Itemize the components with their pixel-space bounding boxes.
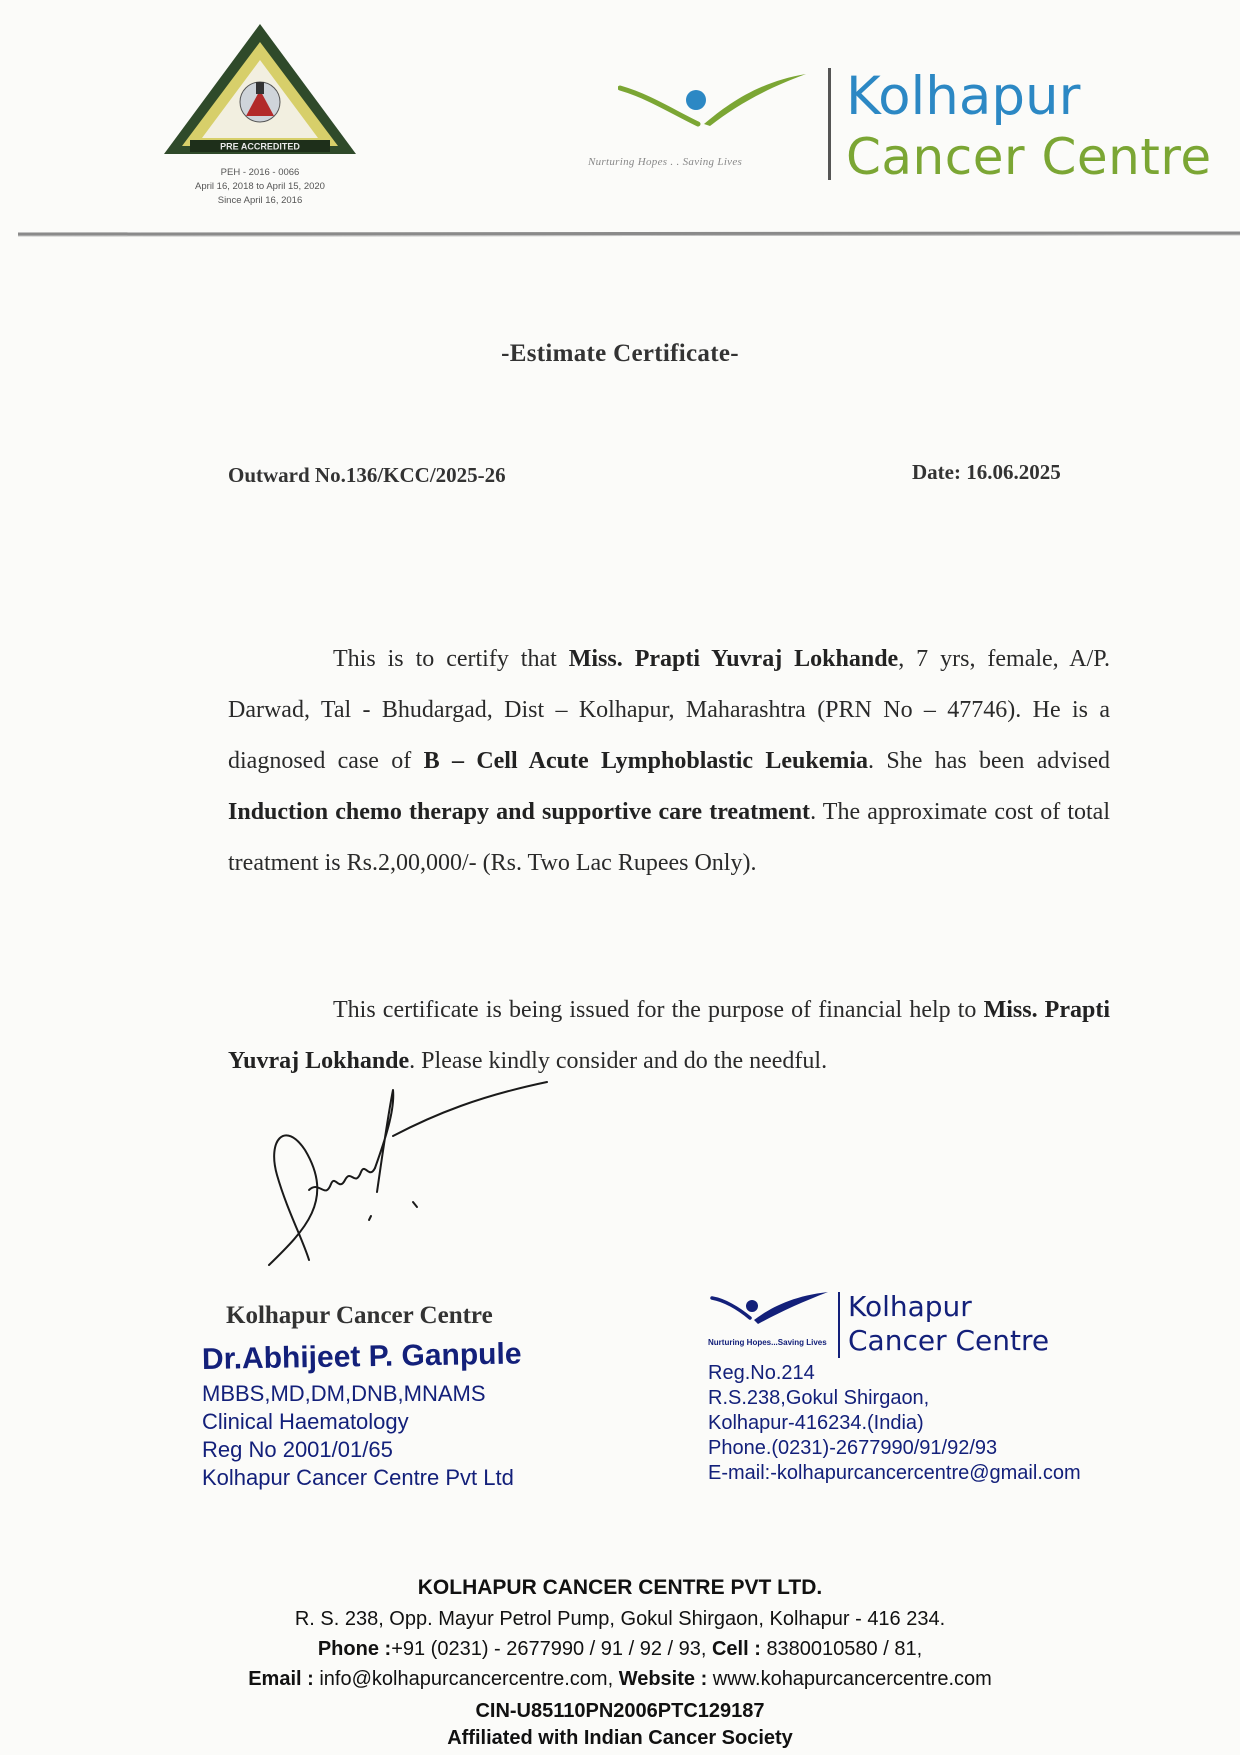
patient-name: Miss. Prapti Yuvraj Lokhande: [568, 646, 899, 672]
para-text: . Please kindly consider and do the needful.: [409, 1048, 828, 1074]
stamp-address-line2: Kolhapur-416234.(India): [708, 1412, 924, 1434]
doctor-qualifications: MBBS,MD,DM,DNB,MNAMS: [202, 1381, 486, 1406]
stamp-divider: [838, 1292, 840, 1358]
signatory-organisation: Kolhapur Cancer Centre: [226, 1302, 493, 1329]
website-label: Website :: [618, 1668, 713, 1690]
para-text: . The approximate cost of total treatment is Rs.2,00,000/- (Rs. Two Lac Rupees Only).: [228, 799, 1111, 876]
website-url: www.kohapurcancercentre.com: [712, 1668, 992, 1690]
seal-code: PEH - 2016 - 0066: [220, 167, 300, 178]
footer-contact-line: [0, 1668, 1240, 1691]
logo-title-line1: Kolhapur: [846, 66, 1081, 127]
logo-title-line2: Cancer Centre: [846, 128, 1212, 186]
stamp-address-line1: R.S.238,Gokul Shirgaon,: [708, 1387, 930, 1409]
certificate-paragraph: [228, 634, 1110, 889]
stamp-logo-icon: [710, 1290, 830, 1328]
footer-cin: CIN-U85110PN2006PTC129187: [475, 1700, 765, 1722]
email-address: info@kolhapurcancercentre.com,: [319, 1668, 619, 1690]
cell-number: 8380010580 / 81,: [766, 1638, 923, 1660]
para-text: This certificate is being issued for the purpose of financial help to: [333, 997, 984, 1023]
seal-since: Since April 16, 2016: [217, 195, 303, 206]
doctor-specialty: Clinical Haematology: [202, 1409, 409, 1434]
handwritten-signature: [265, 1080, 550, 1275]
logo-divider: [828, 68, 831, 180]
seal-caption: [150, 166, 370, 208]
footer-affiliation: Affiliated with Indian Cancer Society: [447, 1727, 793, 1749]
patient-name: Miss. Prapti Yuvraj Lokhande: [228, 997, 1111, 1074]
diagnosis: B – Cell Acute Lymphoblastic Leukemia: [423, 748, 869, 774]
header-divider: [18, 231, 1240, 236]
treatment: Induction chemo therapy and supportive care treatment: [228, 799, 811, 825]
footer-address: R. S. 238, Opp. Mayur Petrol Pump, Gokul Shirgaon, Kolhapur - 416 234.: [294, 1608, 946, 1630]
footer-company: KOLHAPUR CANCER CENTRE PVT LTD.: [417, 1576, 823, 1599]
email-label: Email :: [248, 1668, 320, 1690]
stamp-title-line2: Cancer Centre: [848, 1324, 1050, 1357]
doctor-stamp: [201, 1337, 522, 1492]
outward-number: Outward No.136/KCC/2025-26: [228, 463, 506, 487]
stamp-phone: Phone.(0231)-2677990/91/92/93: [708, 1437, 998, 1459]
purpose-paragraph: [228, 985, 1110, 1087]
logo-tagline: Nurturing Hopes . . Saving Lives: [588, 156, 743, 168]
stamp-title-line1: Kolhapur: [848, 1290, 972, 1323]
seal-banner: PRE ACCREDITED: [220, 141, 300, 152]
doctor-reg-no: Reg No 2001/01/65: [202, 1437, 393, 1462]
cell-label: Cell :: [711, 1638, 767, 1660]
doctor-name: Dr.Abhijeet P. Ganpule: [201, 1337, 522, 1376]
kcc-logo-icon: [618, 70, 808, 130]
doctor-company: Kolhapur Cancer Centre Pvt Ltd: [202, 1465, 514, 1490]
phone-label: Phone :: [317, 1638, 392, 1660]
stamp-reg-no: Reg.No.214: [708, 1362, 815, 1384]
phone-number: +91 (0231) - 2677990 / 91 / 92 / 93,: [391, 1638, 712, 1660]
para-text: This is to certify that: [333, 646, 569, 672]
document-date: Date: 16.06.2025: [912, 460, 1061, 484]
footer-phone-line: [0, 1638, 1240, 1661]
stamp-email: E-mail:-kolhapurcancercentre@gmail.com: [708, 1462, 1081, 1484]
hospital-stamp: [708, 1361, 1081, 1486]
para-text: . She has been advised: [868, 748, 1111, 774]
accreditation-seal: [160, 20, 360, 160]
stamp-tagline: Nurturing Hopes...Saving Lives: [708, 1338, 827, 1347]
seal-validity: April 16, 2018 to April 15, 2020: [195, 181, 325, 192]
para-text: , 7 yrs, female, A/P. Darwad, Tal - Bhudargad, Dist – Kolhapur, Maharashtra (PRN No – 47746). He is a diagnosed case of: [228, 646, 1110, 774]
document-title: -Estimate Certificate-: [501, 340, 739, 367]
